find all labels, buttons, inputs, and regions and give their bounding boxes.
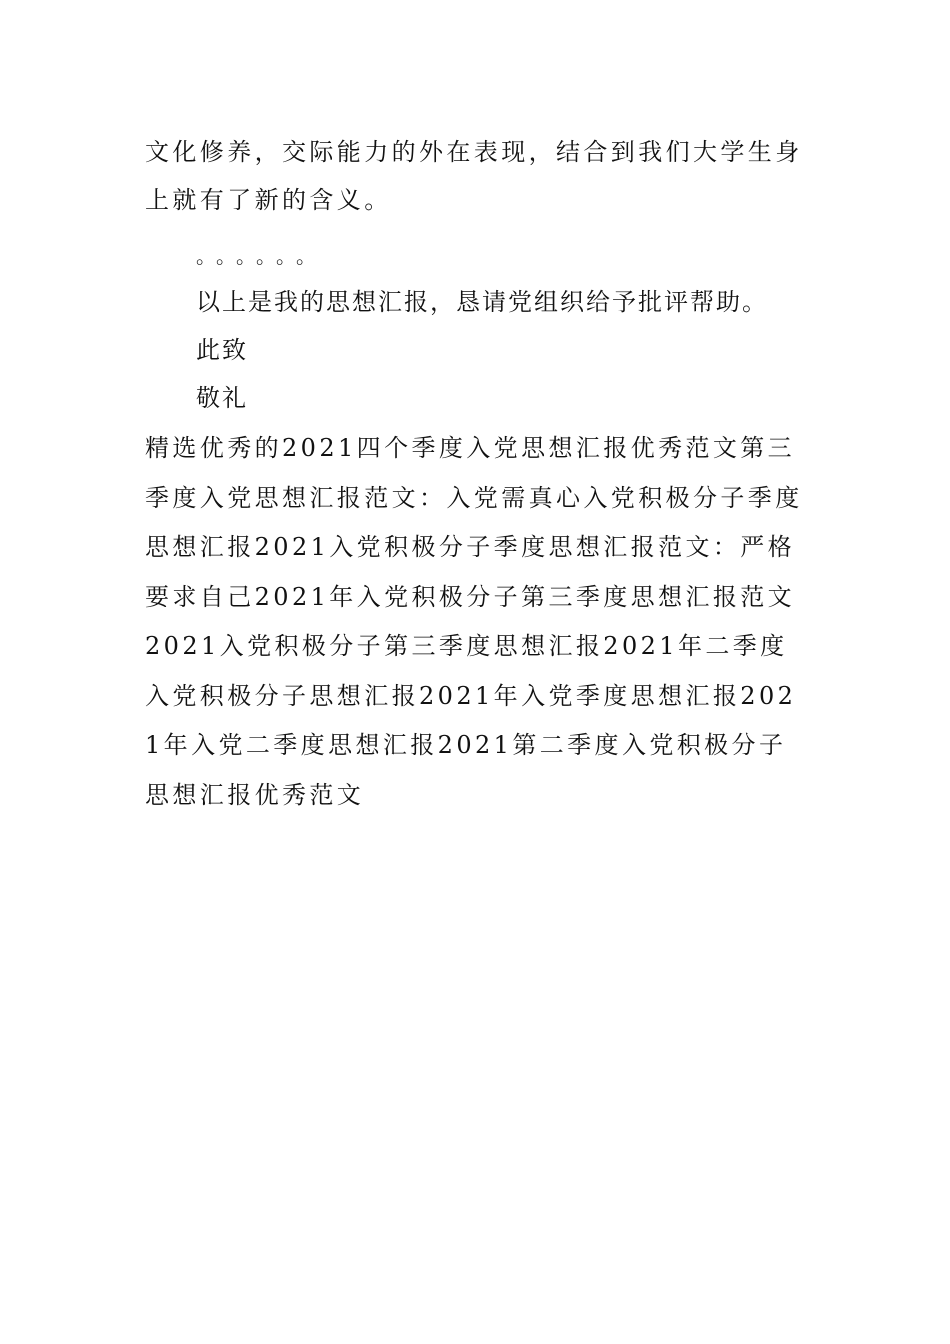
closing-statement: 以上是我的思想汇报，恳请党组织给予批评帮助。 (196, 288, 768, 316)
paragraph-continuation: 文化修养，交际能力的外在表现，结合到我们大学生身上就有了新的含义。 (145, 138, 803, 214)
salutation-jingli: 敬礼 (196, 384, 248, 412)
related-articles-text: 精选优秀的2021四个季度入党思想汇报优秀范文第三季度入党思想汇报范文：入党需真心入党积极分子季度思想汇报2021入党积极分子季度思想汇报范文：严格要求自己2021年入党积极分子第三季度思想汇报范文2021入党积极分子第三季度思想汇报2021年二季度入党积极分子思想汇报2021年入党季度思想汇报2021年入党二季度思想汇报2021第二季度入党积极分子思想汇报优秀范文 (145, 434, 803, 809)
salutation-cizhi: 此致 (196, 336, 248, 364)
ellipsis-line: 。。。。。。 (196, 244, 326, 268)
